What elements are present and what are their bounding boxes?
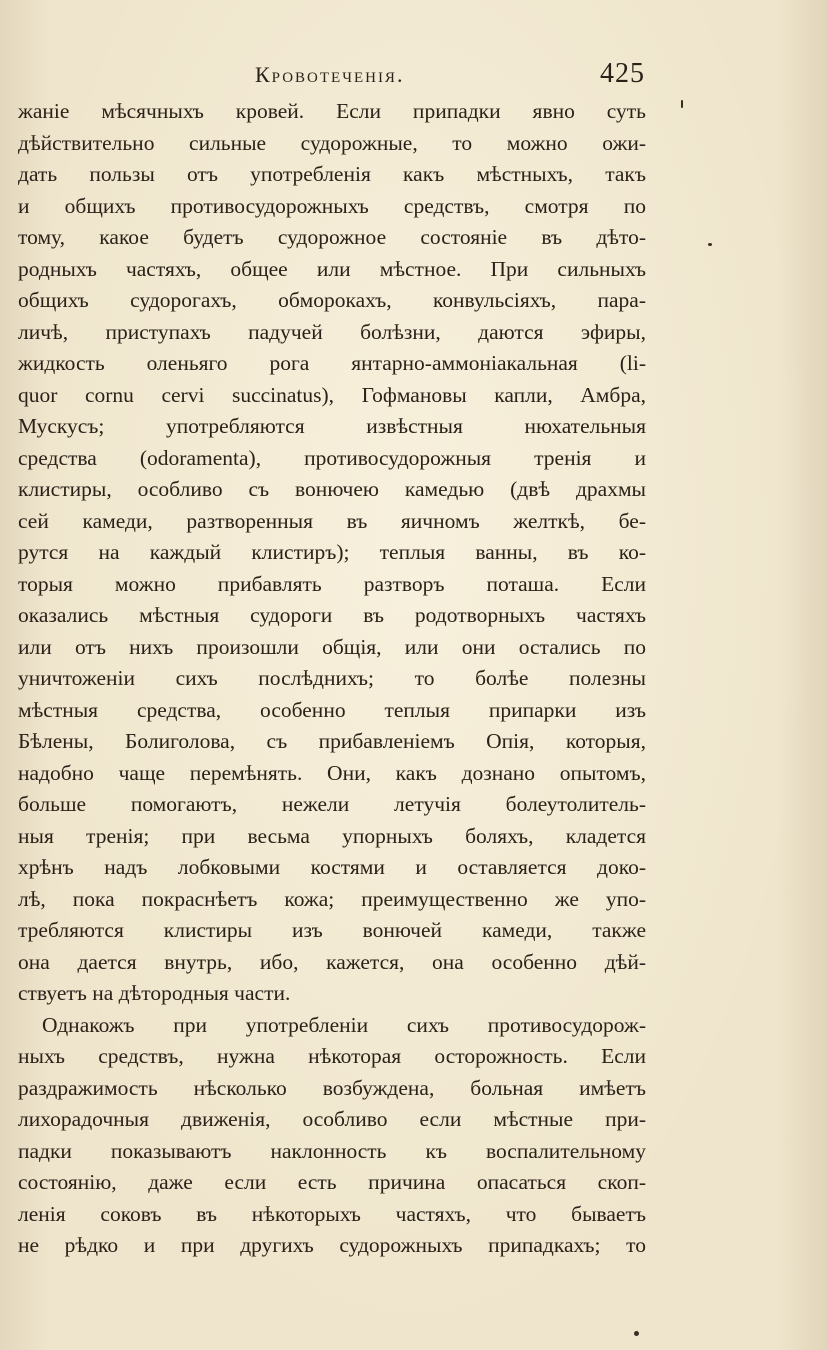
text-line: больше помогаютъ, нежели летучія болеутолитель-	[18, 792, 646, 816]
text-line: ныя тренія; при весьма упорныхъ боляхъ, кладется	[18, 823, 646, 848]
page-number: 425	[600, 58, 645, 89]
paragraph-2	[18, 1010, 646, 1262]
text-line: дѣйствительно сильные судорожные, то можно ожи-	[18, 130, 646, 155]
ink-speck	[634, 1331, 639, 1336]
text-line: личѣ, приступахъ падучей болѣзни, даются эфиры,	[18, 319, 646, 344]
text-line: жидкость оленьяго рога янтарно-аммоніакальная (li-	[18, 351, 646, 375]
ink-speck	[681, 100, 683, 108]
text-line: раздражимость нѣсколько возбуждена, больная имѣетъ	[18, 1075, 646, 1100]
text-line: торыя можно прибавлять разтворъ поташа. Если	[18, 571, 646, 596]
text-line: ленія соковъ въ нѣкоторыхъ частяхъ, что бываетъ	[18, 1201, 646, 1226]
text-line: надобно чаще перемѣнять. Они, какъ дознано опытомъ,	[18, 760, 646, 785]
text-line: Бѣлены, Болиголова, съ прибавленіемъ Опія, которыя,	[18, 729, 646, 753]
paragraph-1	[18, 96, 646, 1010]
page-header	[0, 58, 827, 94]
text-line: уничтоженіи сихъ послѣднихъ; то болѣе полезны	[18, 666, 646, 690]
text-line: не рѣдко и при другихъ судорожныхъ припадкахъ; то	[18, 1233, 646, 1257]
text-line: Однакожъ при употребленіи сихъ противосудорож-	[42, 1012, 646, 1037]
text-line: лихорадочныя движенія, особливо если мѣстные при-	[18, 1107, 646, 1131]
text-line: клистиры, особливо съ вонючею камедью (двѣ драхмы	[18, 477, 646, 501]
text-line: она дается внутрь, ибо, кажется, она особенно дѣй-	[18, 949, 646, 974]
text-line: жаніе мѣсячныхъ кровей. Если припадки явно суть	[18, 99, 646, 123]
text-line: и общихъ противосудорожныхъ средствъ, смотря по	[18, 193, 646, 218]
text-line: рутся на каждый клистиръ); теплыя ванны, въ ко-	[18, 540, 646, 564]
text-line: мѣстныя средства, особенно теплыя припарки изъ	[18, 697, 646, 722]
text-line: родныхъ частяхъ, общее или мѣстное. При сильныхъ	[18, 256, 646, 281]
text-line: средства (odoramenta), противосудорожныя тренія и	[18, 445, 646, 470]
ink-speck	[708, 243, 712, 246]
text-line: ныхъ средствъ, нужна нѣкоторая осторожность. Если	[18, 1044, 646, 1068]
text-line: лѣ, пока покраснѣетъ кожа; преимущественно же упо-	[18, 886, 646, 911]
text-line: падки показываютъ наклонность къ воспалительному	[18, 1138, 646, 1163]
text-line: требляются клистиры изъ вонючей камеди, также	[18, 918, 646, 942]
text-line: ствуетъ на дѣтородныя части.	[18, 981, 291, 1005]
text-line: хрѣнъ надъ лобковыми костями и оставляется доко-	[18, 855, 646, 879]
running-title: Кровотеченія.	[255, 62, 405, 87]
text-line: quor cornu cervi succinatus), Гофмановы капли, Амбра,	[18, 382, 646, 407]
text-line: оказались мѣстныя судороги въ родотворныхъ частяхъ	[18, 603, 646, 627]
text-line: сей камеди, разтворенныя въ яичномъ желткѣ, бе-	[18, 508, 646, 533]
main-text	[18, 96, 646, 1262]
text-line: или отъ нихъ произошли общія, или они остались по	[18, 634, 646, 659]
text-line: Мускусъ; употребляются извѣстныя нюхательныя	[18, 414, 646, 438]
text-line: состоянію, даже если есть причина опасаться скоп-	[18, 1170, 646, 1194]
text-line: общихъ судорогахъ, обморокахъ, конвульсіяхъ, пара-	[18, 288, 646, 312]
text-line: дать пользы отъ употребленія какъ мѣстныхъ, такъ	[18, 162, 646, 186]
text-line: тому, какое будетъ судорожное состояніе въ дѣто-	[18, 225, 646, 249]
